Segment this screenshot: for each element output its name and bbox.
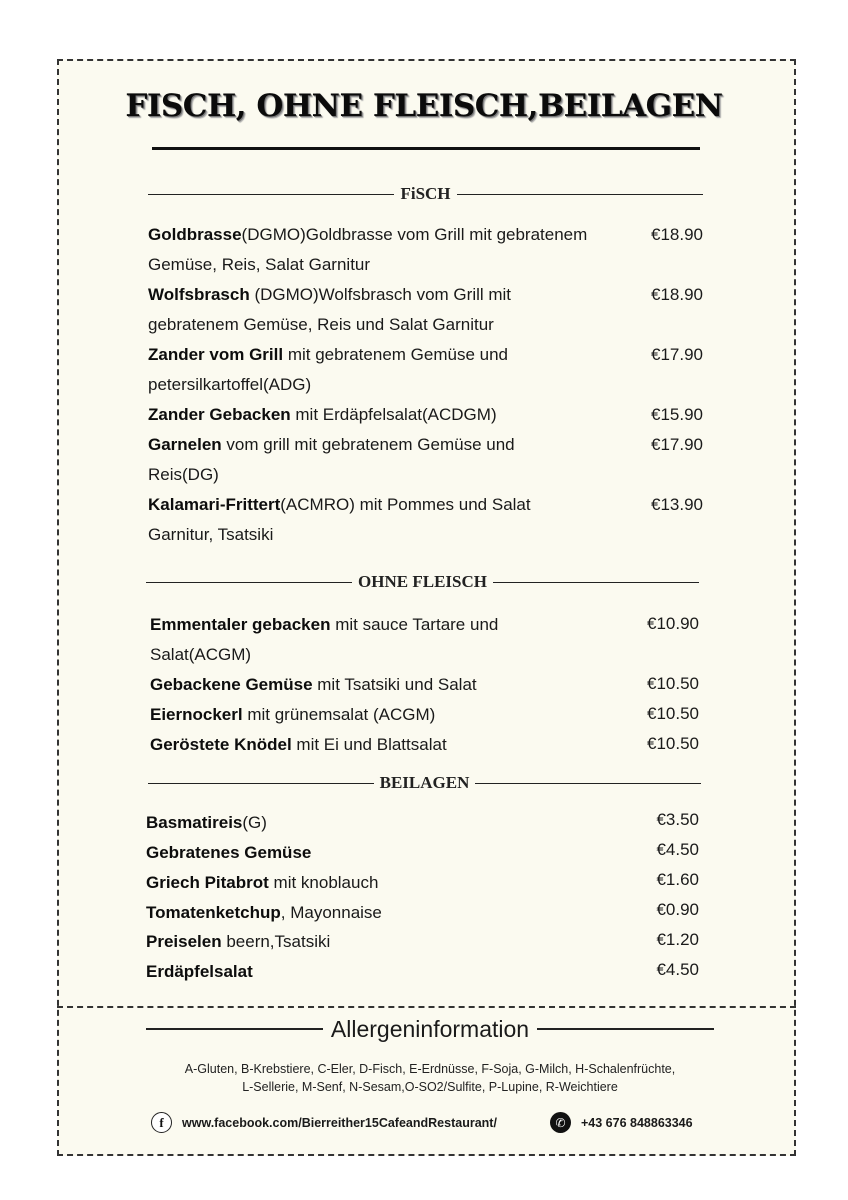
item-price: €17.90 (651, 345, 703, 364)
menu-item: Zander Gebacken mit Erdäpfelsalat(ACDGM) (148, 405, 497, 424)
section-heading-ohne-fleisch: OHNE FLEISCH (146, 572, 699, 592)
menu-item: Kalamari-Frittert(ACMRO) mit Pommes und Salat Garnitur, Tsatsiki (148, 495, 531, 544)
item-price: €10.50 (647, 734, 699, 753)
menu-item: Geröstete Knödel mit Ei und Blattsalat (150, 735, 447, 754)
item-price: €4.50 (656, 840, 699, 859)
title-rule (152, 147, 700, 150)
menu-item: Goldbrasse(DGMO)Goldbrasse vom Grill mit gebratenem Gemüse, Reis, Salat Garnitur (148, 225, 588, 274)
item-price: €10.90 (647, 614, 699, 633)
item-price: €1.60 (656, 870, 699, 889)
menu-item: Preiselen beern,Tsatsiki (146, 932, 331, 951)
section-heading-beilagen: BEILAGEN (148, 773, 701, 793)
footer-separator (57, 1006, 796, 1008)
item-price: €1.20 (656, 930, 699, 949)
item-price: €4.50 (656, 960, 699, 979)
item-price: €13.90 (651, 495, 703, 514)
menu-item: Wolfsbrasch (DGMO)Wolfsbrasch vom Grill mit gebratenem Gemüse, Reis und Salat Garnitur (148, 285, 512, 334)
item-price: €18.90 (651, 225, 703, 244)
item-price: €3.50 (656, 810, 699, 829)
phone-number[interactable]: +43 676 848863346 (581, 1115, 693, 1130)
item-price: €15.90 (651, 405, 703, 424)
item-price: €18.90 (651, 285, 703, 304)
menu-item: Griech Pitabrot mit knoblauch (146, 873, 379, 892)
facebook-contact[interactable] (151, 1112, 497, 1133)
menu-item: Eiernockerl mit grünemsalat (ACGM) (150, 705, 436, 724)
menu-item: Basmatireis(G) (146, 813, 267, 832)
allergen-heading: Allergeninformation (146, 1014, 714, 1044)
allergen-info: A-Gluten, B-Krebstiere, C-Eler, D-Fisch, E-Erdnüsse, F-Soja, G-Milch, H-Schalenfrüchte, L-Sellerie, M-Senf, N-Sesam,O-SO2/Sulfite, P-Lupine, R-Weichtiere (184, 1062, 676, 1094)
item-price: €10.50 (647, 704, 699, 723)
menu-item: Gebratenes Gemüse (146, 843, 312, 862)
item-price: €17.90 (651, 435, 703, 454)
facebook-icon: f (151, 1112, 172, 1133)
whatsapp-icon: ✆ (550, 1112, 571, 1133)
facebook-url[interactable]: www.facebook.com/Bierreither15CafeandRestaurant/ (182, 1115, 497, 1130)
phone-contact[interactable] (550, 1112, 693, 1133)
item-price: €10.50 (647, 674, 699, 693)
menu-item: Emmentaler gebacken mit sauce Tartare und Salat(ACGM) (150, 615, 499, 664)
section-heading-fisch: FiSCH (148, 184, 703, 204)
menu-item: Tomatenketchup, Mayonnaise (146, 903, 382, 922)
item-price: €0.90 (656, 900, 699, 919)
menu-item: Gebackene Gemüse mit Tsatsiki und Salat (150, 675, 477, 694)
menu-item: Zander vom Grill mit gebratenem Gemüse und petersilkartoffel(ADG) (148, 345, 508, 394)
menu-item: Garnelen vom grill mit gebratenem Gemüse und Reis(DG) (148, 435, 515, 484)
page-title: FISCH, OHNE FLEISCH,BEILAGEN (125, 88, 723, 124)
menu-item: Erdäpfelsalat (146, 962, 253, 981)
